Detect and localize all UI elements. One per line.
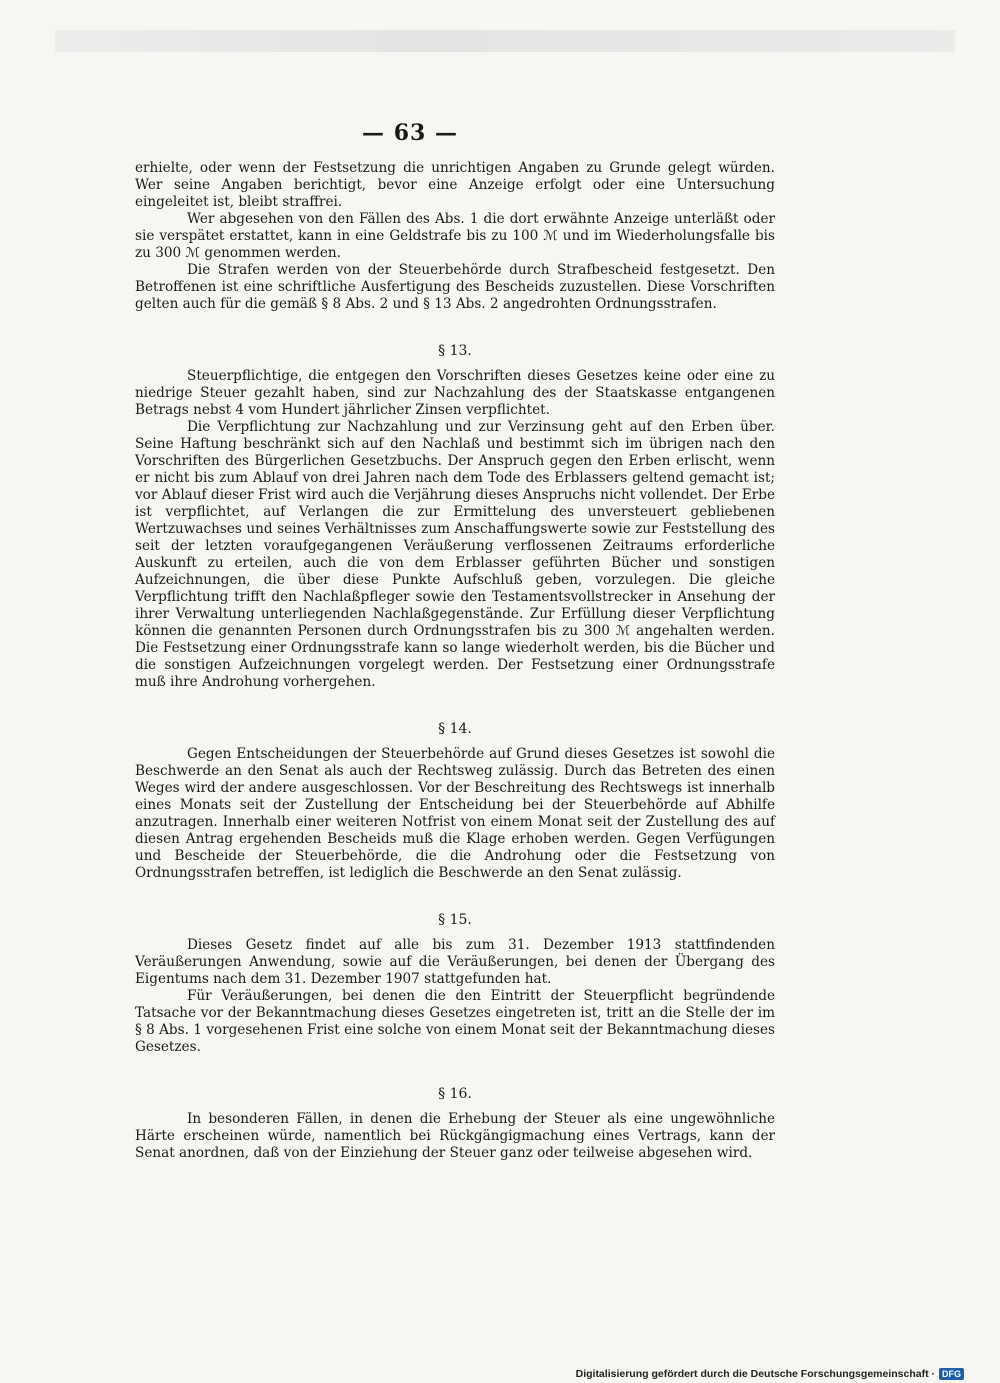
paragraph: Gegen Entscheidungen der Steuerbehörde auf Grund dieses Gesetzes ist sowohl die Beschwerde an den Senat als auch der Rechtsweg zulässig. Durch das Betreten des einen Weges wird der andere ausgeschlossen. Vor der Beschreitung des Rechtswegs ist innerhalb eines Monats seit der Zustellung der Entscheidung bei der Steuerbehörde auf Abhilfe anzutragen. Innerhalb einer weiteren Notfrist von einem Monat seit der Zustellung des auf diesen Antrag ergehenden Bescheids muß die Klage erhoben werden. Gegen Verfügungen und Bescheide der Steuerbehörde, die die Androhung oder die Festsetzung von Ordnungsstrafen betreffen, ist lediglich die Beschwerde an den Senat zulässig. [135,746,775,881]
footer-attribution [576,1366,964,1382]
footer-text: Digitalisierung gefördert durch die Deutsche Forschungsgemeinschaft · [575,1368,935,1380]
paragraph: Die Strafen werden von der Steuerbehörde durch Strafbescheid festgesetzt. Den Betroffenen ist eine schriftliche Ausfertigung des Bescheids zuzustellen. Diese Vorschriften gelten auch für die gemäß § 8 Abs. 2 und § 13 Abs. 2 angedrohten Ordnungsstrafen. [135,262,775,312]
document-body [135,160,775,1162]
dfg-logo-icon: DFG [939,1368,964,1380]
section-heading-14: § 14. [438,721,472,737]
section-heading-13: § 13. [438,343,472,359]
scan-header-strip [55,30,955,52]
paragraph: erhielte, oder wenn der Festsetzung die unrichtigen Angaben zu Grunde gelegt würden. Wer seine Angaben berichtigt, bevor eine Anzeige erfolgt oder eine Untersuchung eingeleitet ist, bleibt straffrei. [135,160,775,210]
section-heading-15: § 15. [438,912,472,928]
paragraph: In besonderen Fällen, in denen die Erhebung der Steuer als eine ungewöhnliche Härte erscheinen würde, namentlich bei Rückgängigmachung eines Vertrags, kann der Senat anordnen, daß von der Einziehung der Steuer ganz oder teilweise abgesehen wird. [135,1111,775,1161]
paragraph: Für Veräußerungen, bei denen die den Eintritt der Steuerpflicht begründende Tatsache vor der Bekanntmachung dieses Gesetzes eingetreten ist, tritt an die Stelle der im § 8 Abs. 1 vorgesehenen Frist eine solche von einem Monat seit der Bekanntmachung dieses Gesetzes. [135,988,775,1055]
paragraph: Dieses Gesetz findet auf alle bis zum 31. Dezember 1913 stattfindenden Veräußerungen Anwendung, sowie auf die Veräußerungen, bei denen der Übergang des Eigentums nach dem 31. Dezember 1907 stattgefunden hat. [135,937,775,987]
page-number: — 63 — [362,120,458,146]
section-heading-16: § 16. [438,1086,472,1102]
paragraph: Die Verpflichtung zur Nachzahlung und zur Verzinsung geht auf den Erben über. Seine Haftung beschränkt sich auf den Nachlaß und bestimmt sich im übrigen nach den Vorschriften des Bürgerlichen Gesetzbuchs. Der Anspruch gegen den Erben erlischt, wenn er nicht bis zum Ablauf von drei Jahren nach dem Tode des Erblassers geltend gemacht ist; vor Ablauf dieser Frist wird auch die Verjährung dieses Anspruchs nicht vollendet. Der Erbe ist verpflichtet, auf Verlangen die zur Ermittelung des unversteuert gebliebenen Wertzuwachses und seines Verhältnisses zum Anschaffungswerte sowie zur Feststellung des seit der letzten voraufgegangenen Veräußerung verflossenen Zeitraums erforderliche Auskunft zu erteilen, auch die von dem Erblasser geführten Bücher und sonstigen Aufzeichnungen, die über diese Punkte Aufschluß geben, vorzulegen. Die gleiche Verpflichtung trifft den Nachlaßpfleger sowie den Testamentsvollstrecker in Ansehung der ihrer Verwaltung unterliegenden Nachlaßgegenstände. Zur Erfüllung dieser Verpflichtung können die genannten Personen durch Ordnungsstrafen bis zu 300 ℳ angehalten werden. Die Festsetzung einer Ordnungsstrafe kann so lange wiederholt werden, bis die Bücher und die sonstigen Aufzeichnungen vorgelegt werden. Der Festsetzung einer Ordnungsstrafe muß ihre Androhung vorhergehen. [135,419,775,690]
paragraph: Steuerpflichtige, die entgegen den Vorschriften dieses Gesetzes keine oder eine zu niedrige Steuer gezahlt haben, sind zur Nachzahlung des der Staatskasse entgangenen Betrags nebst 4 vom Hundert jährlicher Zinsen verpflichtet. [135,368,775,418]
paragraph: Wer abgesehen von den Fällen des Abs. 1 die dort erwähnte Anzeige unterläßt oder sie verspätet erstattet, kann in eine Geldstrafe bis zu 100 ℳ und im Wiederholungsfalle bis zu 300 ℳ genommen werden. [135,211,775,261]
